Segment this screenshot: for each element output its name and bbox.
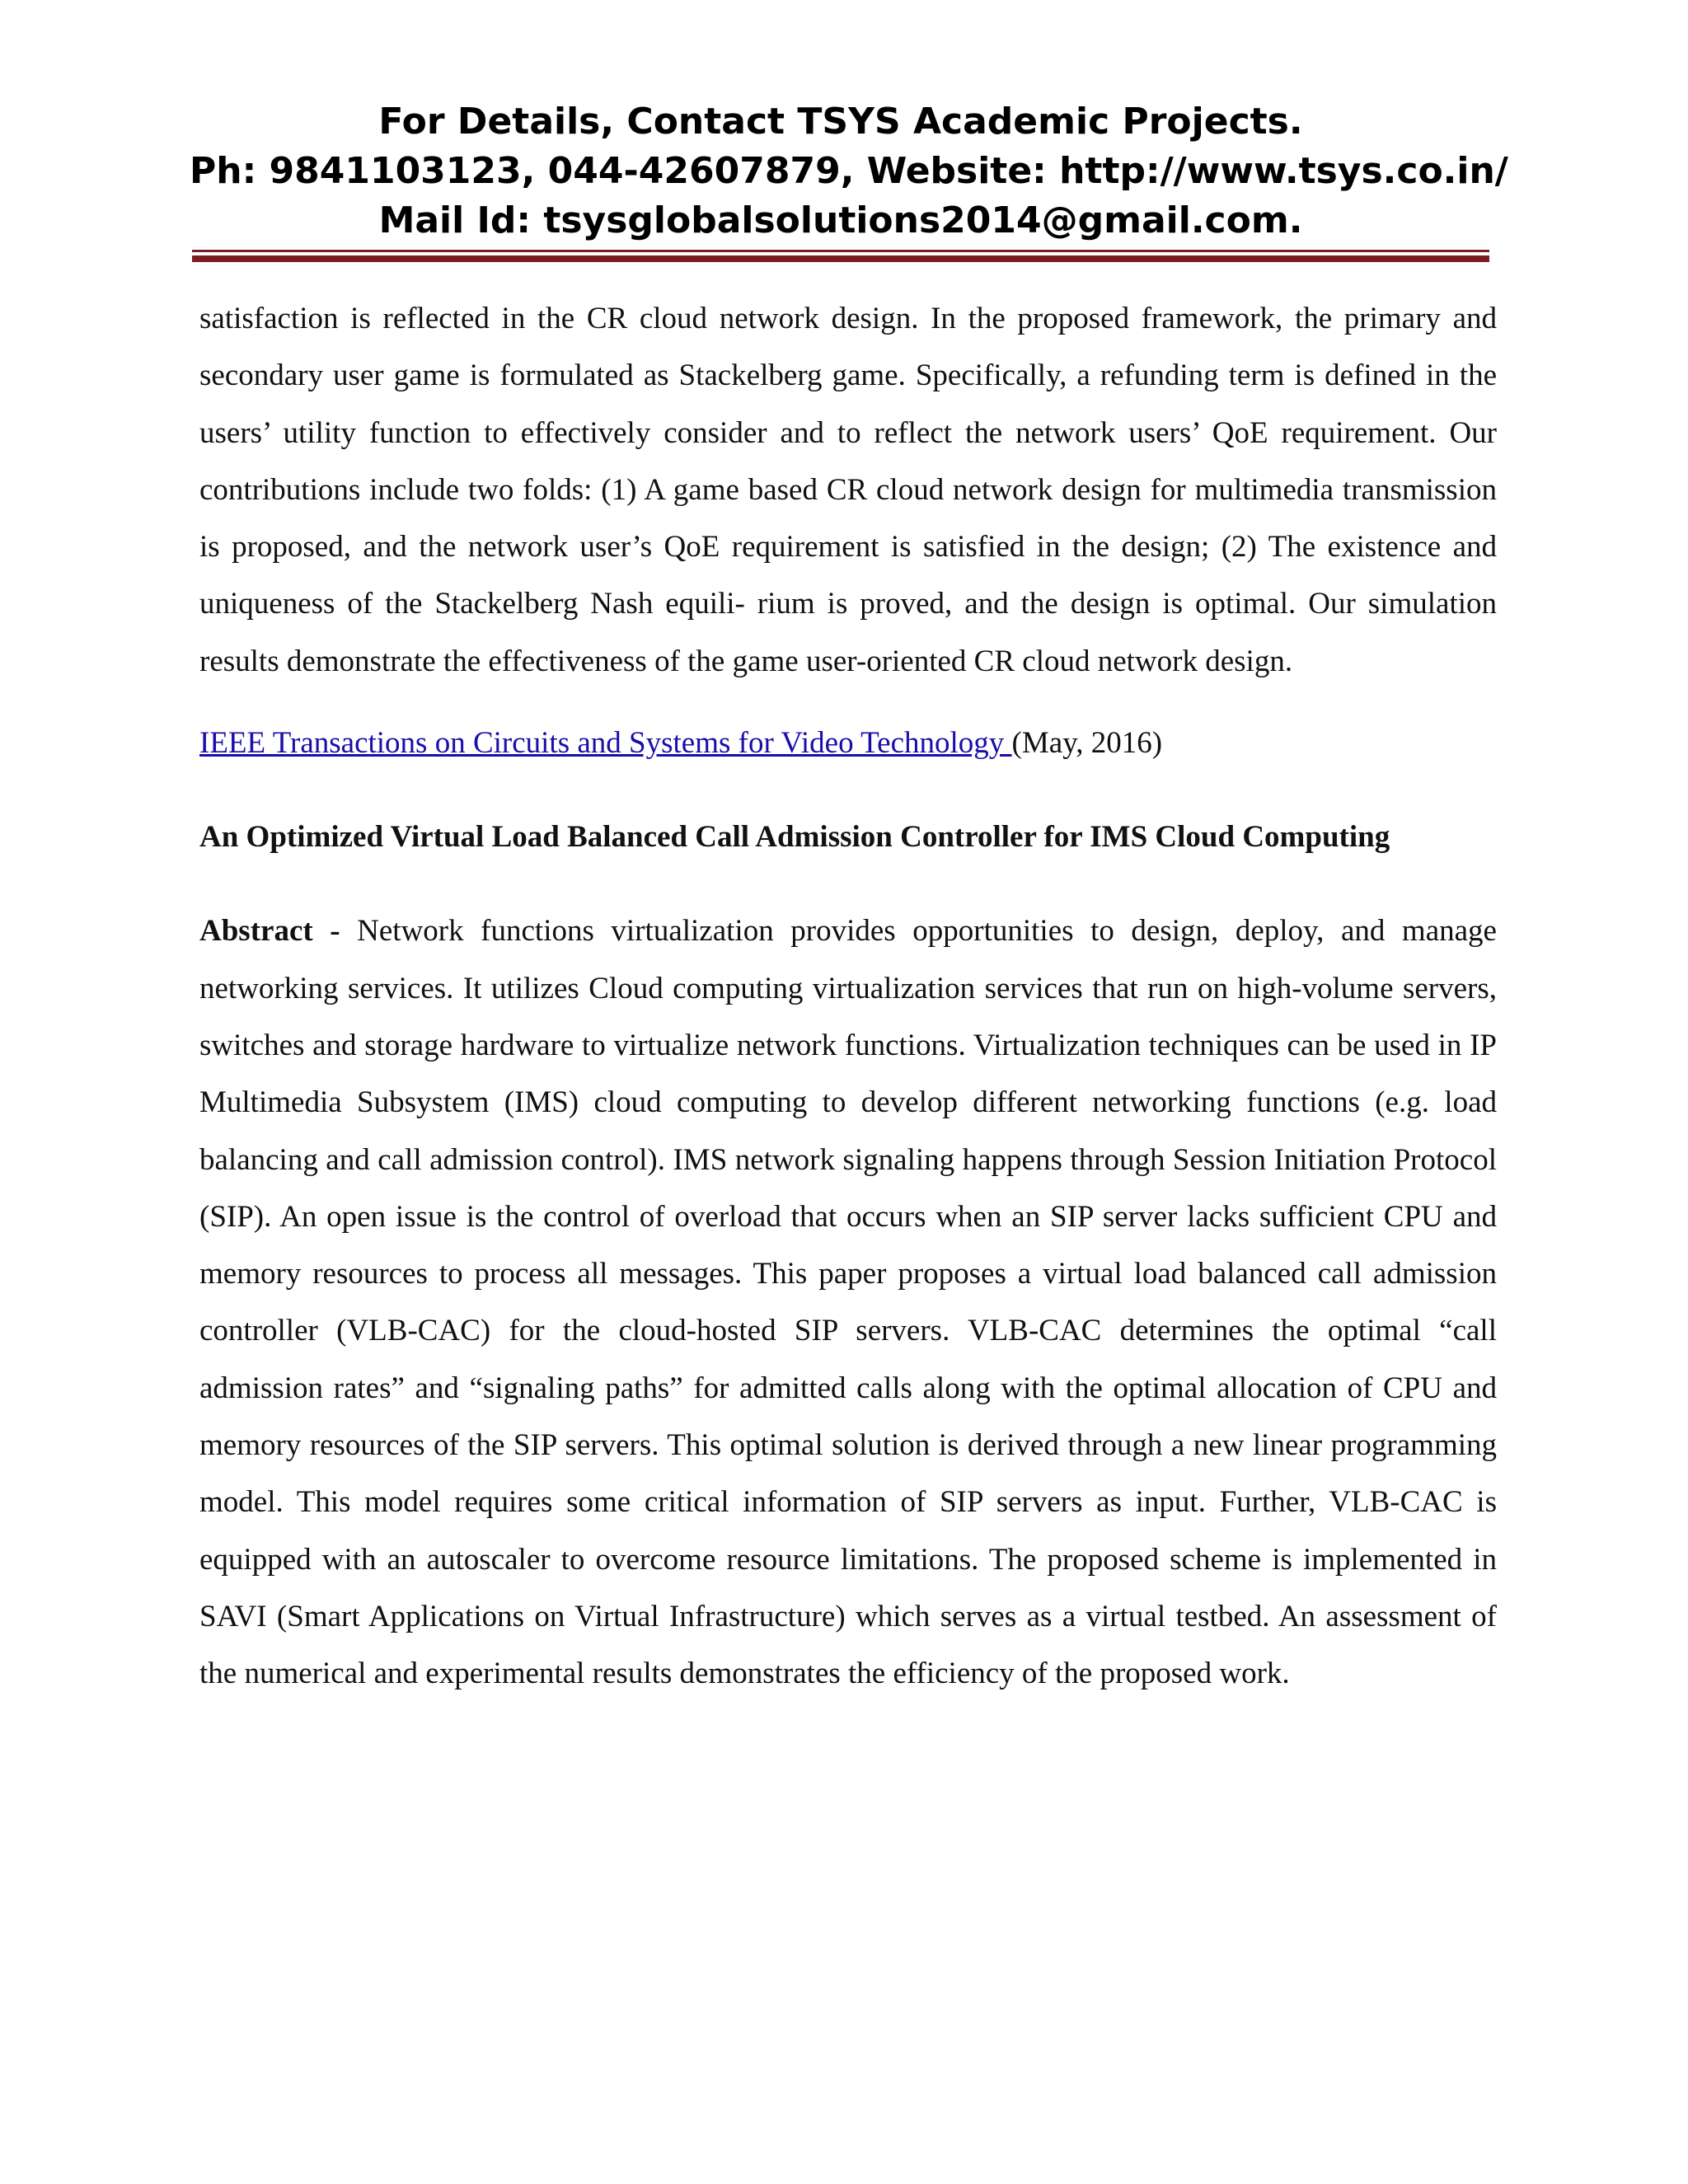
header-phone-website-line: Ph: 9841103123, 044-42607879, Website: http://www.tsys.co.in/ bbox=[190, 150, 1508, 192]
paper-title: An Optimized Virtual Load Balanced Call Admission Controller for IMS Cloud Computing bbox=[199, 820, 1390, 855]
document-body bbox=[199, 290, 1497, 1703]
header-contact-line: For Details, Contact TSYS Academic Projects. bbox=[378, 101, 1303, 143]
abstract-label: Abstract - bbox=[199, 914, 358, 949]
header-rule-thick bbox=[192, 255, 1489, 262]
journal-citation bbox=[199, 715, 1497, 771]
header-email-line: Mail Id: tsysglobalsolutions2014@gmail.com. bbox=[378, 199, 1303, 241]
abstract-text: Network functions virtualization provides opportunities to design, deploy, and manage networking services. It utilizes Cloud computing virtualization services that run on high-volume servers, switches and storage hardware to virtualize network functions. Virtualization techniques can be used in IP Multimedia Subsystem (IMS) cloud computing to develop different networking functions (e.g. load balancing and call admission control). IMS network signaling happens through Session Initiation Protocol (SIP). An open issue is the control of overload that occurs when an SIP server lacks sufficient CPU and memory resources to process all messages. This paper proposes a virtual load balanced call admission controller (VLB-CAC) for the cloud-hosted SIP servers. VLB-CAC determines the optimal “call admission rates” and “signaling paths” for admitted calls along with the optimal allocation of CPU and memory resources of the SIP servers. This optimal solution is derived through a new linear programming model. This model requires some critical information of SIP servers as input. Further, VLB-CAC is equipped with an autoscaler to overcome resource limitations. The proposed scheme is implemented in SAVI (Smart Applications on Virtual Infrastructure) which serves as a virtual testbed. An assessment of the numerical and experimental results demonstrates the efficiency of the proposed work. bbox=[199, 914, 1497, 1691]
journal-link[interactable]: IEEE Transactions on Circuits and Systems for Video Technology bbox=[199, 726, 1012, 761]
publication-date: (May, 2016) bbox=[1011, 726, 1163, 761]
abstract-paragraph bbox=[199, 902, 1497, 1702]
intro-paragraph: satisfaction is reflected in the CR cloud network design. In the proposed framework, the primary and secondary user game is formulated as Stackelberg game. Specifically, a refunding term is defined in the users’ utility function to effectively consider and to reflect the network users’ QoE requirement. Our contributions include two folds: (1) A game based CR cloud network design for multimedia transmission is proposed, and the network user’s QoE requirement is satisfied in the design; (2) The existence and uniqueness of the Stackelberg Nash equili- rium is proved, and the design is optimal. Our simulation results demonstrate the effectiveness of the game user-oriented CR cloud network design. bbox=[199, 302, 1497, 678]
header-rule-thin bbox=[192, 250, 1489, 252]
page-header bbox=[190, 97, 1508, 246]
